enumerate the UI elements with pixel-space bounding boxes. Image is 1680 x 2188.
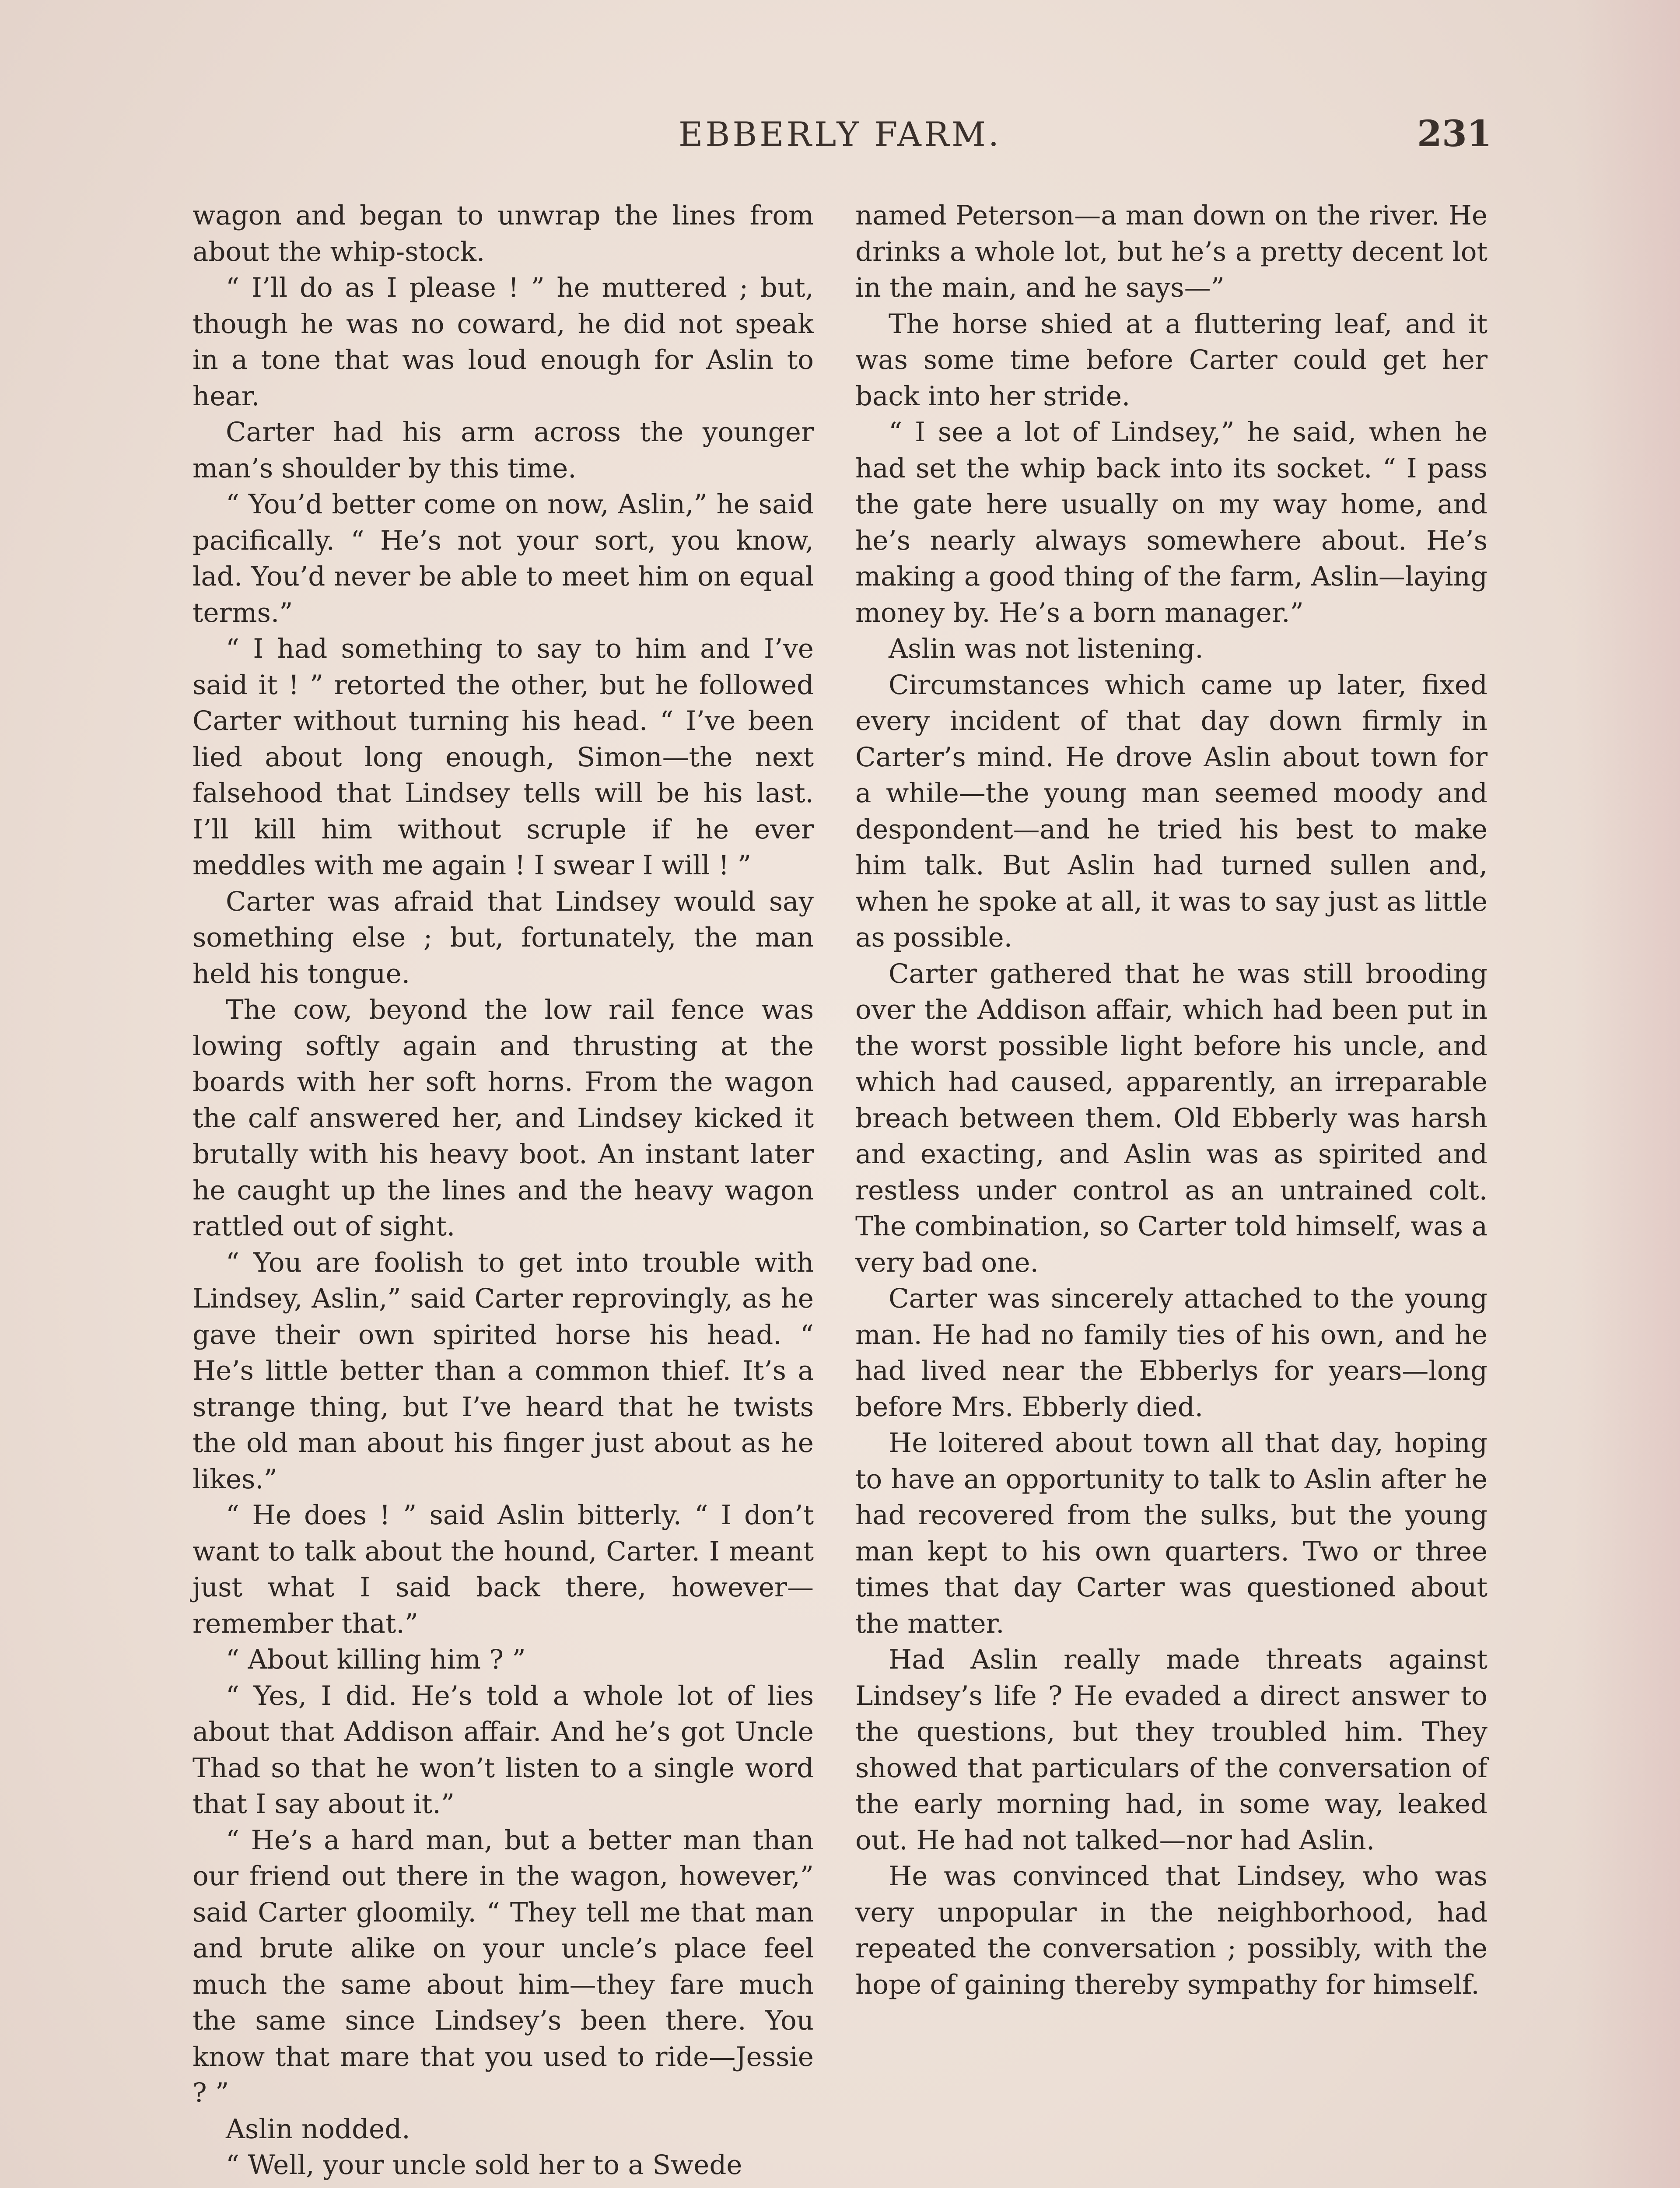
paragraph: Circumstances which came up later, fixed every incident of that day down firmly in Carter’s mind. He drove Aslin about town for a while—the young man seemed moody and despondent—and he tried his best to make him talk. But Aslin had turned sullen and, when he spoke at all, it was to say just as little as possible. [855, 669, 1488, 953]
paragraph: “ He’s a hard man, but a better man than our friend out there in the wagon, however,” said Carter gloomily. “ They tell me that man and brute alike on your uncle’s place feel much the same about him—they fare much the same since Lindsey’s been there. You know that mare that you used to ride—Jessie ? ” [192, 1824, 814, 2108]
paragraph: “ I see a lot of Lindsey,” he said, when he had set the whip back into its socket. “ I pass the gate here usually on my way home, and he’s nearly always somewhere about. He’s making a good thing of the farm, Aslin—laying money by. He’s a born manager.” [855, 417, 1488, 628]
paragraph: Carter gathered that he was still brooding over the Addison affair, which had been put in the worst possible light before his uncle, and which had caused, apparently, an irreparable breach between them. Old Ebberly was harsh and exacting, and Aslin was as spirited and restless under control as an untrained colt. The combination, so Carter told himself, was a very bad one. [855, 958, 1488, 1278]
paragraph: wagon and began to unwrap the lines from about the whip-stock. [192, 200, 814, 267]
running-head-title: EBBERLY FARM. [678, 115, 1002, 154]
paragraph: Carter was sincerely attached to the young man. He had no family ties of his own, and he had lived near the Ebberlys for years—long before Mrs. Ebberly died. [855, 1283, 1488, 1423]
paragraph: The horse shied at a fluttering leaf, and it was some time before Carter could get her back into her stride. [855, 308, 1488, 412]
paragraph: “ You’d better come on now, Aslin,” he said pacifically. “ He’s not your sort, you know, lad. You’d never be able to meet him on equal terms.” [192, 489, 814, 628]
page-number: 231 [1417, 113, 1492, 155]
paragraph: “ He does ! ” said Aslin bitterly. “ I don’t want to talk about the hound, Carter. I meant just what I said back there, however—remember that.” [192, 1500, 814, 1639]
paragraph: “ You are foolish to get into trouble with Lindsey, Aslin,” said Carter reprovingly, as he gave their own spirited horse his head. “ He’s little better than a common thief. It’s a strange thing, but I’ve heard that he twists the old man about his finger just about as he likes.” [192, 1247, 814, 1495]
paragraph: named Peterson—a man down on the river. He drinks a whole lot, but he’s a pretty decent lot in the main, and he says—” [855, 200, 1488, 303]
right-text-column [855, 198, 1488, 2003]
paragraph: He was convinced that Lindsey, who was very unpopular in the neighborhood, had repeated the conversation ; possibly, with the hope of gaining thereby sympathy for himself. [855, 1861, 1488, 2000]
paragraph: “ Well, your uncle sold her to a Swede [226, 2149, 742, 2181]
paragraph: Carter had his arm across the younger man’s shoulder by this time. [192, 417, 814, 484]
paragraph: Aslin nodded. [226, 2113, 410, 2145]
paragraph: “ About killing him ? ” [226, 1644, 526, 1675]
paragraph: He loitered about town all that day, hoping to have an opportunity to talk to Aslin after he had recovered from the sulks, but the young man kept to his own quarters. Two or three times that day Carter was questioned about the matter. [855, 1427, 1488, 1639]
paragraph: The cow, beyond the low rail fence was lowing softly again and thrusting at the boards with her soft horns. From the wagon the calf answered her, and Lindsey kicked it brutally with his heavy boot. An instant later he caught up the lines and the heavy wagon rattled out of sight. [192, 994, 814, 1242]
left-text-column [192, 198, 814, 2184]
paragraph: “ I had something to say to him and I’ve said it ! ” retorted the other, but he followed Carter without turning his head. “ I’ve been lied about long enough, Simon—the next falsehood that Lindsey tells will be his last. I’ll kill him without scruple if he ever meddles with me again ! I swear I will ! ” [192, 633, 814, 881]
paragraph: Had Aslin really made threats against Lindsey’s life ? He evaded a direct answer to the questions, but they troubled him. They showed that particulars of the conversation of the early morning had, in some way, leaked out. He had not talked—nor had Aslin. [855, 1644, 1488, 1856]
paragraph: “ Yes, I did. He’s told a whole lot of lies about that Addison affair. And he’s got Uncle Thad so that he won’t listen to a single word that I say about it.” [192, 1680, 814, 1820]
paragraph: Carter was afraid that Lindsey would say something else ; but, fortunately, the man held his tongue. [192, 886, 814, 989]
paragraph: “ I’ll do as I please ! ” he muttered ; but, though he was no coward, he did not speak in a tone that was loud enough for Aslin to hear. [192, 272, 814, 412]
paragraph: Aslin was not listening. [889, 633, 1204, 664]
